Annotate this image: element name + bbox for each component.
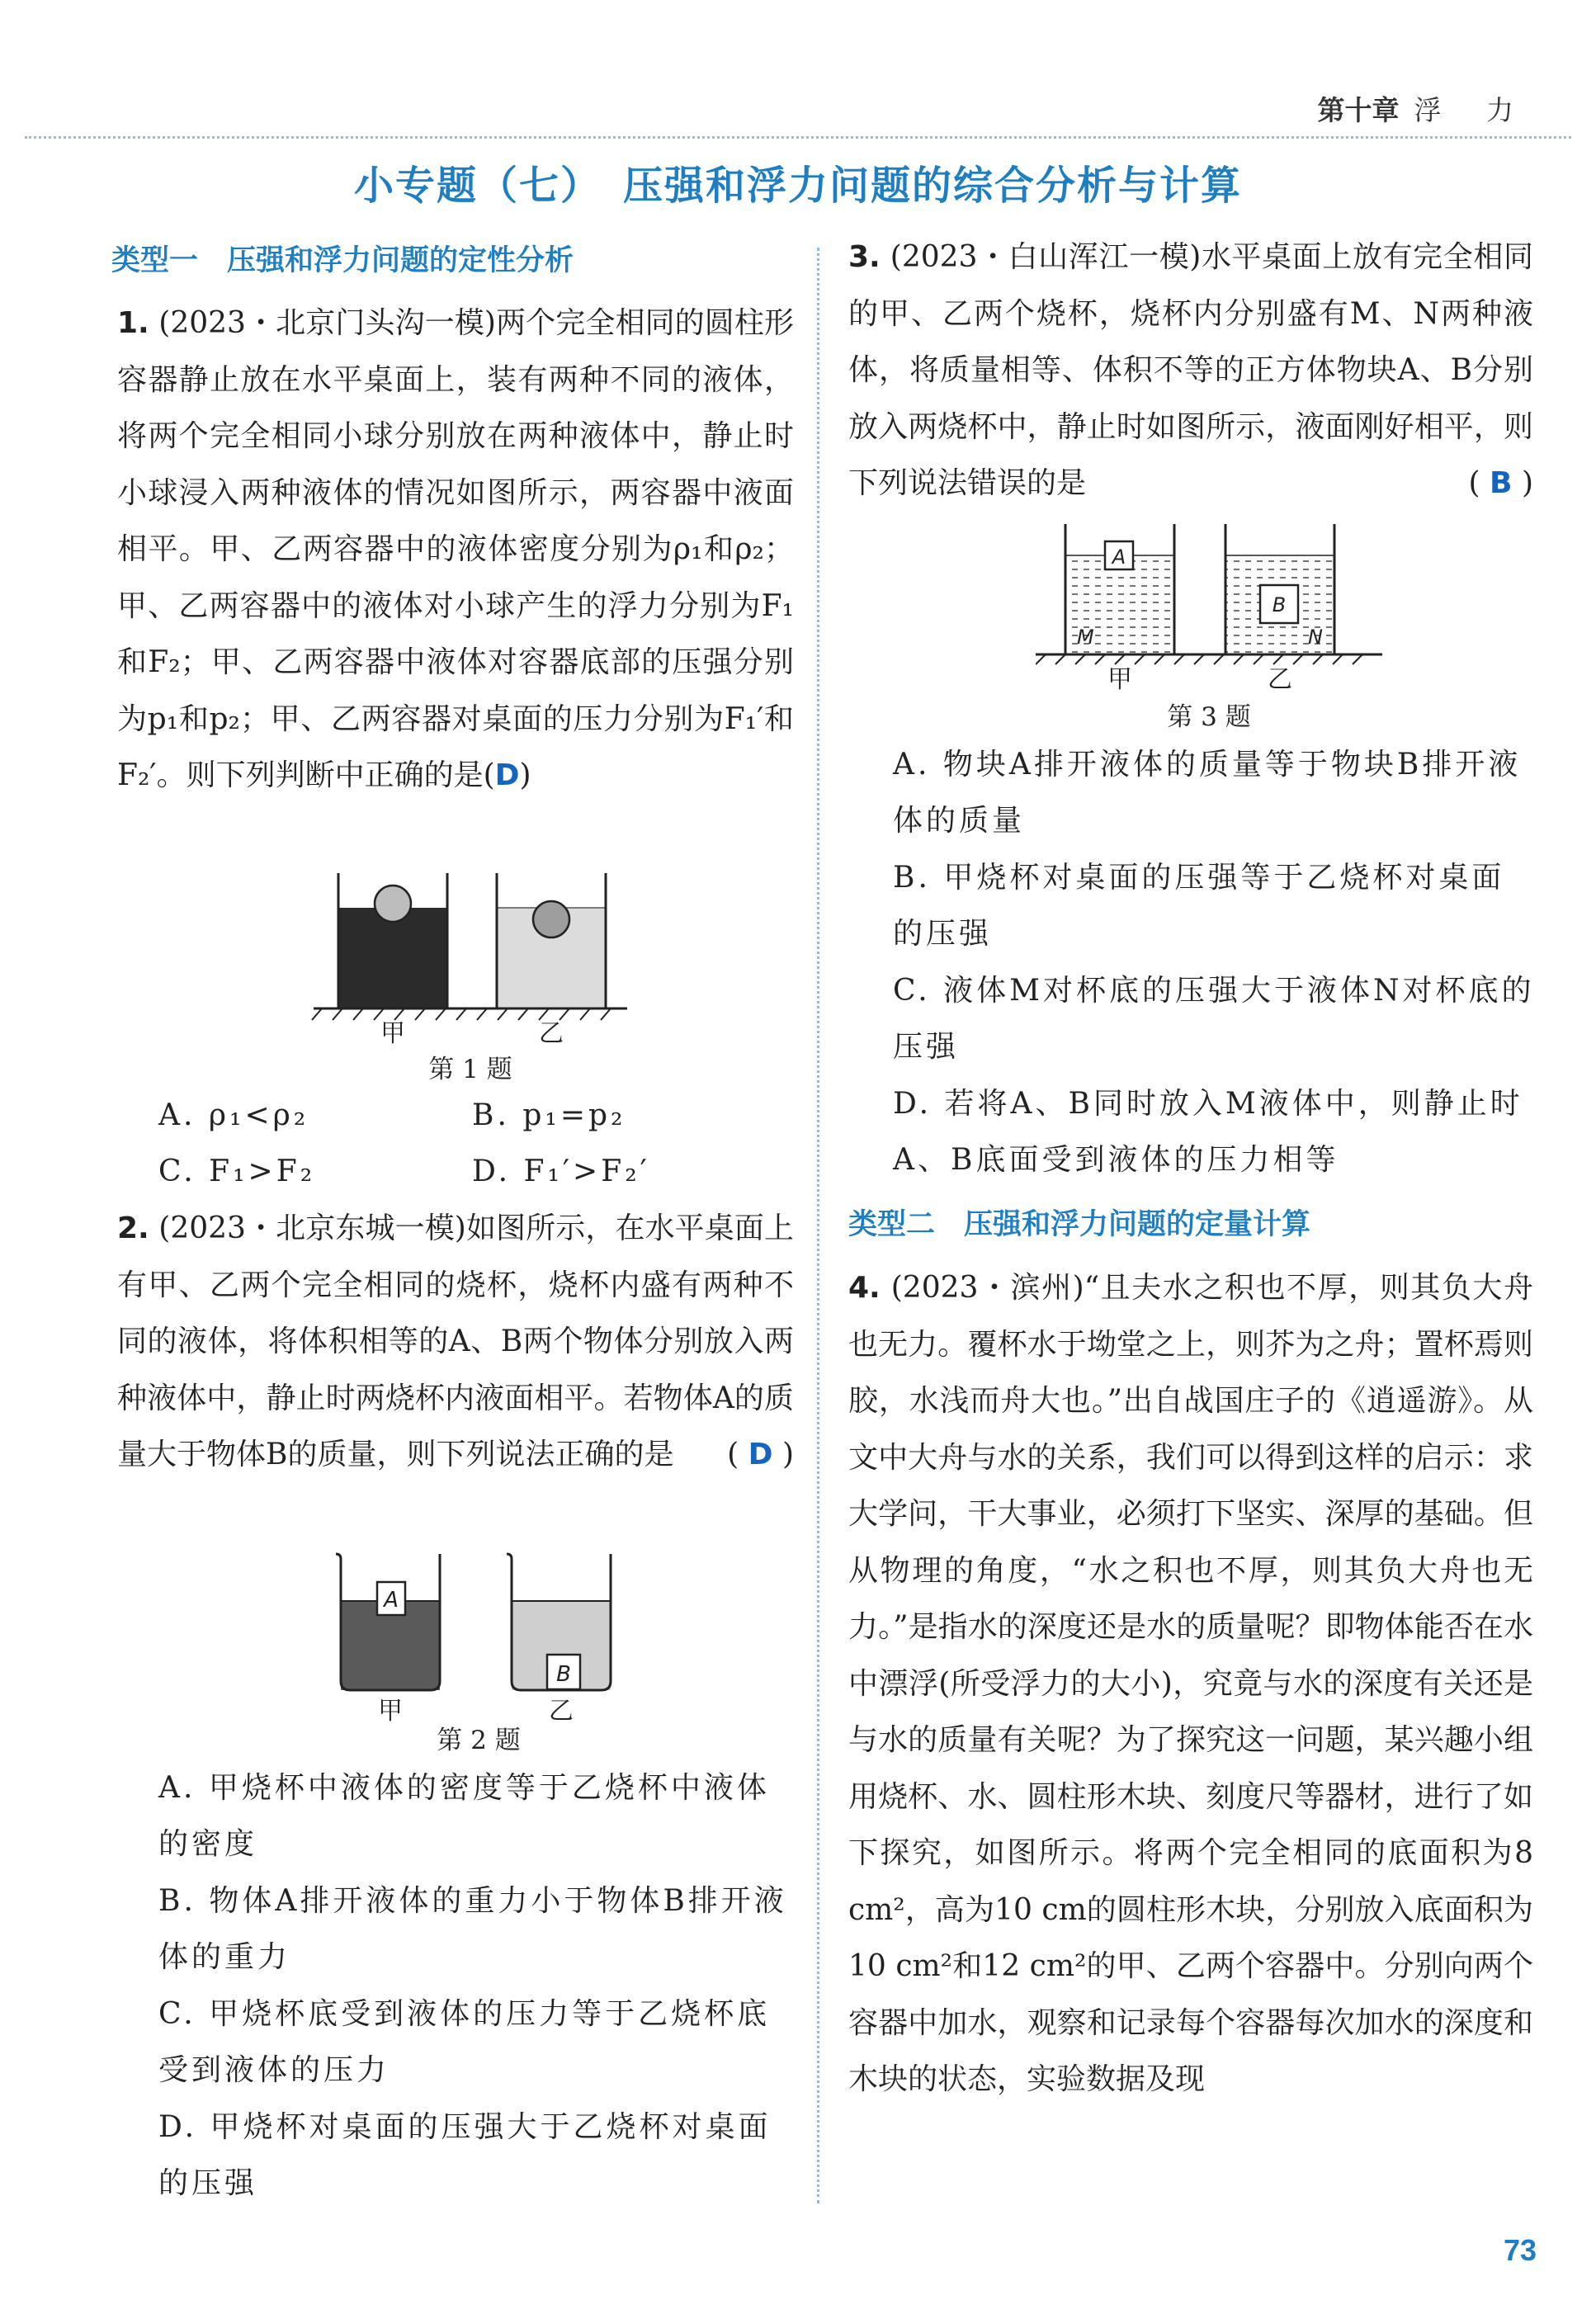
question-3 [848, 229, 1533, 512]
q2-option-d: D. 甲烧杯对桌面的压强大于乙烧杯对桌面的压强 [158, 2110, 772, 2200]
section-heading-type1: 类型一 压强和浮力问题的定性分析 [111, 244, 574, 277]
question-text: (2023・北京东城一模)如图所示，在水平桌面上有甲、乙两个完全相同的烧杯，烧杯内盛有两种不同的液体，将体积相等的A、B两个物体分别放入两种液体中，静止时两烧杯内液面相平。若物体A的质量大于物体B的质量，则下列说法正确的是 [117, 1211, 794, 1471]
q1-option-b: B. p₁=p₂ [472, 1098, 626, 1132]
figure-3-right-label: 乙 [1268, 665, 1292, 694]
question-2 [117, 1201, 794, 1484]
page-number: 73 [1503, 2233, 1537, 2267]
q1-option-a: A. ρ₁<ρ₂ [158, 1098, 309, 1132]
q3-option-b: B. 甲烧杯对桌面的压强等于乙烧杯对桌面的压强 [893, 861, 1505, 951]
header-divider [25, 136, 1571, 139]
column-divider [817, 248, 819, 2203]
question-text: (2023・白山浑江一模)水平桌面上放有完全相同的甲、乙两个烧杯，烧杯内分别盛有M、N两种液体，将质量相等、体积不等的正方体物块A、B分别放入两烧杯中，静止时如图所示，液面刚好相平，则下列说法错误的是 [848, 240, 1533, 500]
question-text: (2023・滨州)“且夫水之积也不厚，则其负大舟也无力。覆杯水于坳堂之上，则芥为之舟；置杯焉则胶，水浅而舟大也。”出自战国庄子的《逍遥游》。从文中大舟与水的关系，我们可以得到这样的启示：求大学问，干大事业，必须打下坚实、深厚的基础。但从物理的角度，“水之积也不厚，则其负大舟也无力。”是指水的深度还是水的质量呢？即物体能否在水中漂浮(所受浮力的大小)，究竟与水的深度有关还是与水的质量有关呢？为了探究这一问题，某兴趣小组用烧杯、水、圆柱形木块、刻度尺等器材，进行了如下探究，如图所示。将两个完全相同的底面积为8 cm²，高为10 cm的圆柱形木块，分别放入底面积为10 cm²和12 cm²的甲、乙两个容器中。分别向两个容器中加水，观察和记录每个容器每次加水的深度和木块的状态，实验数据及现 [848, 1271, 1533, 2096]
section-heading-type2: 类型二 压强和浮力问题的定量计算 [848, 1208, 1311, 1241]
answer: D [748, 1438, 773, 1471]
question-1 [117, 295, 794, 805]
answer-close: ) [1521, 466, 1533, 500]
q2-option-b: B. 物体A排开液体的重力小于物体B排开液体的重力 [158, 1884, 787, 1974]
answer-close: ) [781, 1438, 794, 1471]
answer-open: ( [727, 1438, 739, 1471]
q2-option-a: A. 甲烧杯中液体的密度等于乙烧杯中液体的密度 [158, 1771, 770, 1861]
question-number: 4. [848, 1271, 881, 1305]
figure-2-left-label: 甲 [378, 1697, 403, 1726]
figure-3-left-label: 甲 [1107, 665, 1132, 694]
figure-1-right-label: 乙 [539, 1019, 564, 1048]
figure-2-caption: 第 2 题 [437, 1726, 521, 1755]
figure-1-left-label: 甲 [380, 1019, 405, 1048]
chapter-subtitle: 浮 力 [1414, 94, 1532, 126]
q3-option-d: D. 若将A、B同时放入M液体中，则静止时A、B底面受到液体的压力相等 [893, 1087, 1523, 1177]
q3-option-c: C. 液体M对杯底的压强大于液体N对杯底的压强 [893, 974, 1535, 1064]
figure-2-block-a: A [384, 1588, 399, 1613]
figure-1-caption: 第 1 题 [428, 1055, 512, 1084]
figure-2-right-label: 乙 [549, 1697, 574, 1726]
figure-3-liquid-n: N [1308, 626, 1323, 649]
question-text: (2023・北京门头沟一模)两个完全相同的圆柱形容器静止放在水平桌面上，装有两种不同的液体，将两个完全相同小球分别放在两种液体中，静止时小球浸入两种液体的情况如图所示，两容器中液面相平。甲、乙两容器中的液体密度分别为ρ₁和ρ₂；甲、乙两容器中的液体对小球产生的浮力分别为F₁和F₂；甲、乙两容器中液体对容器底部的压强分别为p₁和p₂；甲、乙两容器对桌面的压力分别为F₁′和F₂′。则下列判断中正确的是( [117, 306, 794, 792]
figure-3-block-a: A [1112, 545, 1126, 569]
question-number: 1. [117, 306, 149, 340]
answer-open: ( [1468, 466, 1480, 500]
answer: B [1490, 466, 1513, 500]
q1-option-d: D. F₁′>F₂′ [472, 1155, 650, 1188]
chapter-header [1318, 89, 1532, 128]
figure-3-caption: 第 3 题 [1167, 702, 1251, 732]
figure-2-block-b: B [556, 1662, 571, 1687]
figure-3-block-b: B [1272, 593, 1287, 616]
q2-option-c: C. 甲烧杯底受到液体的压力等于乙烧杯底受到液体的压力 [158, 1997, 771, 2087]
answer: D [494, 758, 520, 792]
chapter-label: 第十章 [1317, 94, 1400, 126]
figure-1 [305, 858, 635, 1056]
question-number: 3. [848, 240, 881, 274]
figure-2 [326, 1539, 640, 1729]
q3-option-a: A. 物块A排开液体的质量等于物块B排开液体的质量 [893, 748, 1522, 838]
answer-close: ) [519, 758, 531, 792]
question-4 [848, 1260, 1533, 2109]
figure-3-liquid-m: M [1077, 626, 1094, 649]
figure-3 [1036, 516, 1382, 701]
page-title: 小专题（七） 压强和浮力问题的综合分析与计算 [353, 163, 1242, 209]
q1-option-c: C. F₁>F₂ [158, 1155, 316, 1188]
question-number: 2. [117, 1211, 149, 1245]
